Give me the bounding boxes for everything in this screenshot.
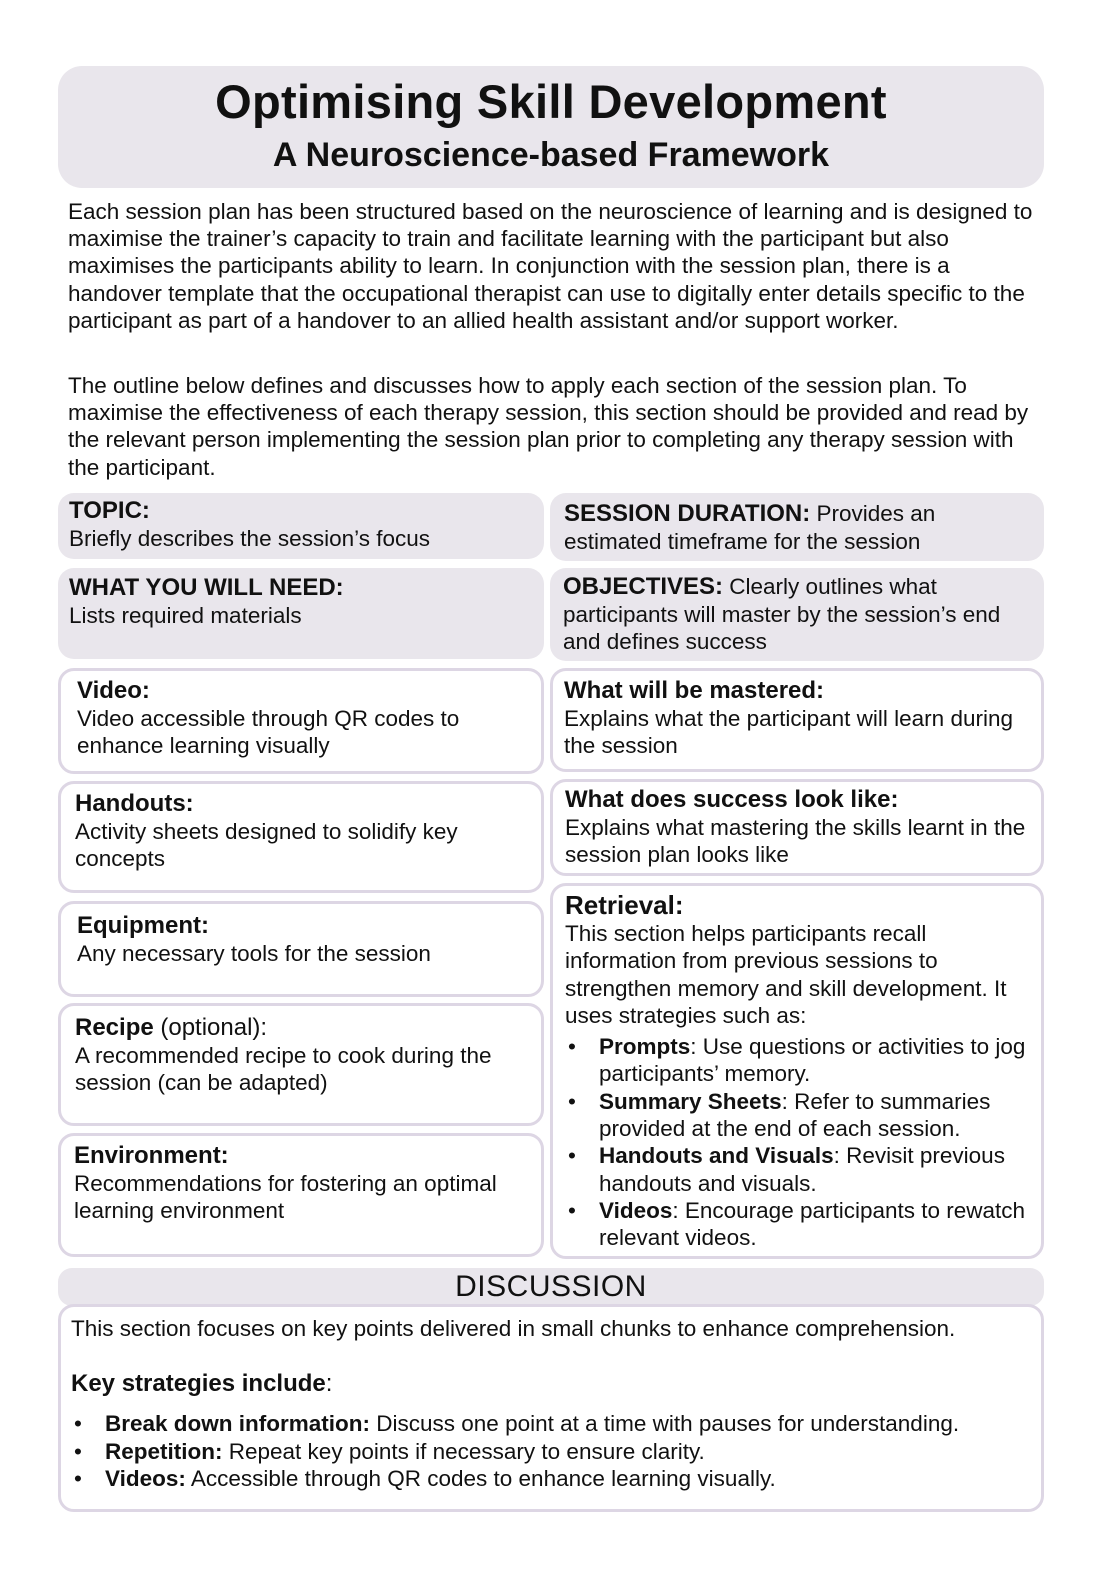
equipment-box: [58, 901, 544, 997]
environment-box: [58, 1133, 544, 1257]
discussion-heading: DISCUSSION: [58, 1268, 1044, 1306]
retrieval-box: [550, 883, 1044, 1259]
video-heading: Video:: [77, 677, 150, 704]
discussion-term: Break down information:: [105, 1411, 371, 1437]
what-you-will-need-text: Lists required materials: [69, 603, 302, 628]
retrieval-list: [565, 1033, 1033, 1251]
retrieval-term: Summary Sheets: [599, 1088, 782, 1114]
objectives-heading: OBJECTIVES:: [563, 573, 724, 600]
discussion-intro: This section focuses on key points delivered in small chunks to enhance comprehension.: [71, 1316, 956, 1341]
objectives-box: [550, 568, 1044, 661]
recipe-box: [58, 1003, 544, 1126]
objectives-content: [563, 573, 1034, 656]
handouts-text: Activity sheets designed to solidify key concepts: [75, 819, 458, 872]
page-title: Optimising Skill Development: [215, 75, 887, 128]
intro-paragraph-2: The outline below defines and discusses how to apply each section of the session plan. To maximise the effectiveness of each therapy session, this section should be provided and read by the relevant person implementing the session plan prior to completing any therapy session with the participant.: [68, 373, 1029, 480]
video-box: [58, 668, 544, 774]
objectives-text: Clearly outlines what participants will master by the session’s end and defines success: [563, 574, 1001, 655]
equipment-text: Any necessary tools for the session: [77, 941, 431, 966]
what-you-will-need-box: [58, 568, 544, 659]
session-duration-text: Provides an estimated timeframe for the session: [564, 501, 936, 554]
recipe-text: A recommended recipe to cook during the session (can be adapted): [75, 1043, 492, 1096]
mastered-box: [550, 668, 1044, 772]
what-you-will-need-heading: WHAT YOU WILL NEED:: [69, 574, 344, 601]
handouts-box: [58, 781, 544, 893]
recipe-heading-suffix: (optional):: [153, 1014, 268, 1041]
retrieval-desc: : Revisit previous handouts and visuals.: [599, 1143, 1005, 1196]
list-item: [565, 1033, 1033, 1088]
environment-heading: Environment:: [74, 1142, 229, 1169]
environment-text: Recommendations for fostering an optimal learning environment: [74, 1171, 497, 1224]
retrieval-heading: Retrieval:: [565, 890, 684, 920]
discussion-term: Repetition:: [105, 1438, 223, 1464]
video-text: Video accessible through QR codes to enhance learning visually: [77, 706, 460, 759]
strategies-colon: :: [325, 1370, 333, 1398]
mastered-text: Explains what the participant will learn during the session: [564, 706, 1013, 759]
mastered-heading: What will be mastered:: [564, 677, 825, 704]
success-text: Explains what mastering the skills learnt in the session plan looks like: [565, 815, 1026, 868]
list-item: [71, 1465, 1033, 1492]
retrieval-text: This section helps participants recall information from previous sessions to strengthen memory and skill development. It uses strategies such as:: [565, 921, 1007, 1028]
retrieval-term: Handouts and Visuals: [599, 1143, 834, 1169]
success-heading: What does success look like:: [565, 786, 899, 813]
handouts-heading: Handouts:: [75, 790, 194, 817]
session-duration-box: [550, 493, 1044, 561]
list-item: [71, 1410, 1033, 1437]
list-item: [565, 1088, 1033, 1143]
session-duration-content: [564, 500, 1034, 555]
list-item: [565, 1142, 1033, 1197]
equipment-heading: Equipment:: [77, 912, 209, 939]
intro-paragraph-1: Each session plan has been structured based on the neuroscience of learning and is designed to maximise the trainer’s capacity to train and facilitate learning with the participant but also maximises the participants ability to learn. In conjunction with the session plan, there is a handover template that the occupational therapist can use to digitally enter details specific to the participant as part of a handover to an allied health assistant and/or support worker.: [68, 199, 1033, 333]
retrieval-desc: : Encourage participants to rewatch relevant videos.: [599, 1197, 1026, 1251]
discussion-box: [58, 1304, 1044, 1512]
topic-box: [58, 493, 544, 559]
title-banner: [58, 66, 1044, 188]
session-duration-heading: SESSION DURATION:: [564, 500, 811, 527]
discussion-list: [71, 1410, 1033, 1492]
strategies-label-line: [71, 1370, 1033, 1398]
retrieval-term: Videos: [599, 1197, 673, 1223]
success-box: [550, 779, 1044, 876]
recipe-heading: Recipe: [75, 1014, 154, 1041]
discussion-desc: Accessible through QR codes to enhance learning visually.: [185, 1465, 776, 1491]
list-item: [71, 1438, 1033, 1465]
recipe-heading-line: [75, 1014, 531, 1042]
retrieval-desc: : Refer to summaries provided at the end of each session.: [599, 1088, 991, 1142]
discussion-desc: Discuss one point at a time with pauses for understanding.: [370, 1411, 960, 1437]
list-item: [565, 1197, 1033, 1252]
topic-text: Briefly describes the session’s focus: [69, 526, 430, 551]
strategies-label: Key strategies include: [71, 1370, 326, 1398]
retrieval-desc: : Use questions or activities to jog participants’ memory.: [599, 1034, 1026, 1087]
discussion-term: Videos:: [105, 1465, 186, 1491]
discussion-desc: Repeat key points if necessary to ensure clarity.: [222, 1438, 705, 1464]
topic-heading: TOPIC:: [69, 497, 150, 524]
page-subtitle: A Neuroscience-based Framework: [272, 136, 830, 174]
retrieval-term: Prompts: [599, 1034, 691, 1060]
